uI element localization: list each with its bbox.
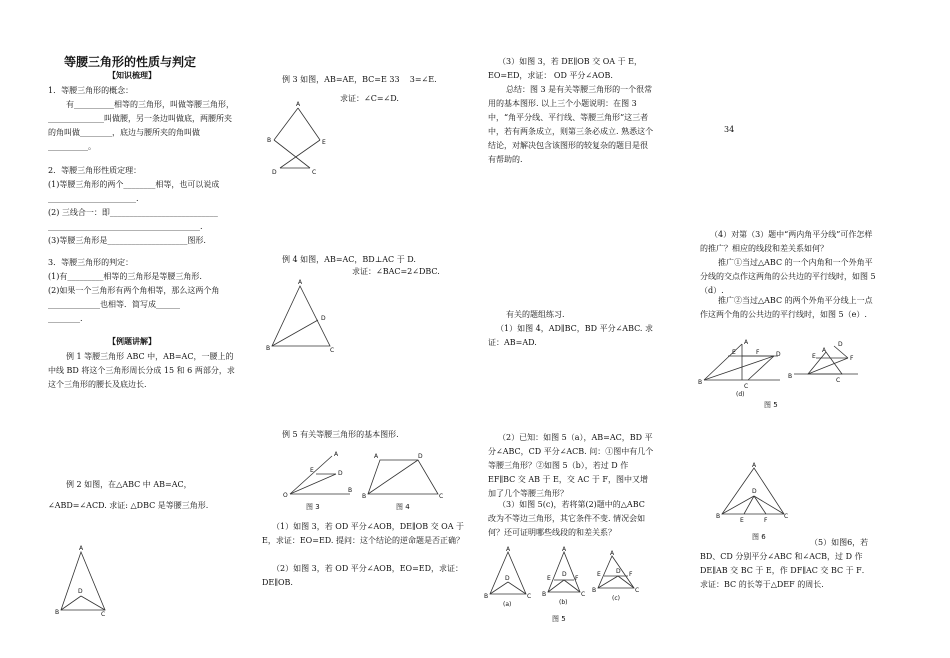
svg-text:F: F [629,571,633,578]
example-4: 例 4 如图，AB=AC，BD⊥AC 于 D. [282,255,416,264]
example-2: 例 2 如图，在△ABC 中 AB=AC，∠ABD=∠ACD. 求证: △DBC 是等腰三角形. [48,480,209,510]
figure-5-abc [484,548,654,612]
svg-text:B: B [698,379,703,386]
svg-text:C: C [439,493,444,500]
svg-text:C: C [784,513,789,520]
figure-4 [360,452,446,500]
figure-5-de [698,336,866,398]
svg-text:E: E [812,353,816,360]
extension-1: 推广①当过△ABC 的一个内角和一个外角平分线的交点作这两角的公共边的平行线时，如图 5（d）. [700,258,876,295]
svg-text:B: B [542,591,547,598]
svg-text:A: A [752,462,757,469]
svg-text:B: B [266,345,271,352]
k3-body: (1)有_________相等的三角形是等腰三角形. (2)如果一个三角形有两个角相等，那么这两个角_____________也相等．简写成______ ________. [48,272,220,323]
svg-text:D: D [752,488,757,495]
related-q5: （5）如图6，若 BD、CD 分别平分∠ABC 和∠ACB，过 D 作 DE∥AB 交 BC 于 E，作 DF∥AC 交 BC 于 F．求证：BC 的长等于△DEF 的周长. [700,538,871,589]
svg-text:C: C [312,169,317,176]
svg-text:D: D [616,568,621,575]
example-5: 例 5 有关等腰三角形的基本图形. [282,430,399,439]
svg-text:D: D [78,588,83,595]
svg-text:A: A [562,546,567,553]
svg-text:F: F [764,517,768,524]
svg-text:E: E [322,139,326,146]
svg-text:C: C [836,377,841,384]
svg-text:A: A [79,545,84,552]
svg-text:D: D [418,453,423,460]
svg-text:A: A [610,550,615,557]
svg-text:A: A [506,546,511,553]
related-q3: （3）如图 5(c)，若将第(2)题中的△ABC 改为不等边三角形，其它条件不变. 情况会如何？还可证明哪些线段的和差关系？ [488,500,648,537]
svg-text:D: D [562,571,567,578]
example-5-q3: （3）如图 3，若 DE∥OB 交 OA 于 E，EO=ED，求证： OD 平分∠AOB. [488,57,642,80]
k2-heading: 2．等腰三角形性质定理： [48,166,142,175]
example-3-prove: 求证：∠C=∠D. [340,94,399,103]
svg-text:C: C [527,593,532,600]
svg-text:C: C [330,347,335,354]
svg-text:A: A [822,347,827,354]
svg-text:O: O [283,492,288,499]
svg-text:F: F [756,349,760,356]
k2-body: (1)等腰三角形的两个________相等，也可以说成______________________. (2) 三线合一：即___________________________ ______________________________________. (3)等腰三角形是____________________图形. [48,180,220,245]
svg-text:C: C [744,383,749,390]
related-q2: （2）已知：如图 5（a），AB=AC，BD 平分∠ABC，CD 平分∠ACB. 问：①图中有几个等腰三角形？②如图 5（b），若过 D 作 EF∥BC 交 AB 于 E，交 AC 于 F，图中又增加了几个等腰三角形？ [488,433,654,498]
svg-text:A: A [296,101,301,108]
summary: 总结：图 3 是有关等腰三角形的一个很常用的基本图形. 以上三个小题说明：在图 3 中，“角平分线、平行线、等腰三角形”这三者中，若有两条成立，则第三条必成立. 熟悉这个结论，对解决包含该图形的较复杂的题目是很有帮助的. [488,85,654,164]
example-3: 例 3 如图，AB=AE，BC=E 33 3=∠E. [282,75,437,84]
svg-text:E: E [547,575,551,582]
svg-text:B: B [267,137,272,144]
figure-5-de-caption: 图 5 [764,401,778,409]
figure-6 [714,462,790,526]
figure-4-caption: 图 4 [396,503,410,511]
svg-text:B: B [55,609,60,616]
svg-text:E: E [310,467,314,474]
example-3-figure [264,102,334,178]
example-5-q1: （1）如图 3，若 OD 平分∠AOB，DE∥OB 交 OA 于 E，求证：EO=ED. 提问：这个结论的逆命题是否正确？ [262,522,467,545]
k1-heading: 1．等腰三角形的概念： [48,86,134,95]
svg-text:(b): (b) [559,599,568,606]
k3-heading: 3．等腰三角形的判定： [48,258,134,267]
example-1: 例 1 等腰三角形 ABC 中，AB=AC，一腰上的中线 BD 将这个三角形周长分成 15 和 6 两部分，求这个三角形的腰长及底边长. [48,352,235,389]
svg-text:B: B [362,493,367,500]
page-title: 等腰三角形的性质与判定 [64,55,197,69]
svg-text:(d): (d) [736,391,745,398]
svg-text:D: D [838,341,843,348]
svg-text:A: A [334,451,339,458]
svg-text:D: D [321,315,326,322]
svg-text:D: D [776,351,781,358]
svg-text:D: D [505,575,510,582]
svg-text:(a): (a) [503,601,512,608]
svg-text:A: A [298,279,303,286]
svg-text:E: E [740,517,744,524]
example-4-figure [264,280,336,356]
svg-text:C: C [101,611,106,618]
k1-body: 有__________相等的三角形，叫做等腰三角形，______________叫做腰，另一条边叫做底，两腰所夹的角叫做________，底边与腰所夹的角叫做__________。 [48,100,234,151]
related-q4: （4）对第（3）题中“两内角平分线”可作怎样的推广？相应的线段和差关系如何？ [700,230,873,253]
svg-text:B: B [788,373,793,380]
figure-3-caption: 图 3 [306,503,320,511]
svg-text:E: E [597,571,601,578]
svg-text:D: D [272,169,277,176]
svg-text:C: C [635,587,640,594]
examples-heading: 【例题讲解】 [108,337,156,346]
extension-2: 推广②当过△ABC 的两个外角平分线上一点作这两个角的公共边的平行线时，如图 5（e）. [700,296,873,319]
svg-text:F: F [575,575,579,582]
svg-text:D: D [338,470,343,477]
svg-text:A: A [374,453,379,460]
figure-6-caption: 图 6 [752,533,766,541]
knowledge-heading: 【知识梳理】 [108,71,156,80]
svg-text:B: B [592,587,597,594]
example-4-prove: 求证：∠BAC=2∠DBC. [352,267,440,276]
svg-text:A: A [744,339,749,346]
figure-3 [282,448,352,500]
svg-text:B: B [716,513,721,520]
svg-text:E: E [732,349,736,356]
example-2-figure [55,545,115,618]
page-number: 34 [724,125,735,134]
svg-text:C: C [581,591,586,598]
svg-text:B: B [484,593,489,600]
svg-text:B: B [348,487,353,494]
svg-text:(c): (c) [612,595,620,602]
figure-5-caption: 图 5 [552,615,566,623]
related-q1: （1）如图 4，AD∥BC，BD 平分∠ABC. 求证：AB=AD. [488,324,654,347]
example-5-q2: （2）如图 3，若 OD 平分∠AOB，EO=ED，求证： DE∥OB. [262,564,466,587]
svg-text:F: F [850,355,854,362]
related-heading: 有关的题组练习. [506,310,565,319]
